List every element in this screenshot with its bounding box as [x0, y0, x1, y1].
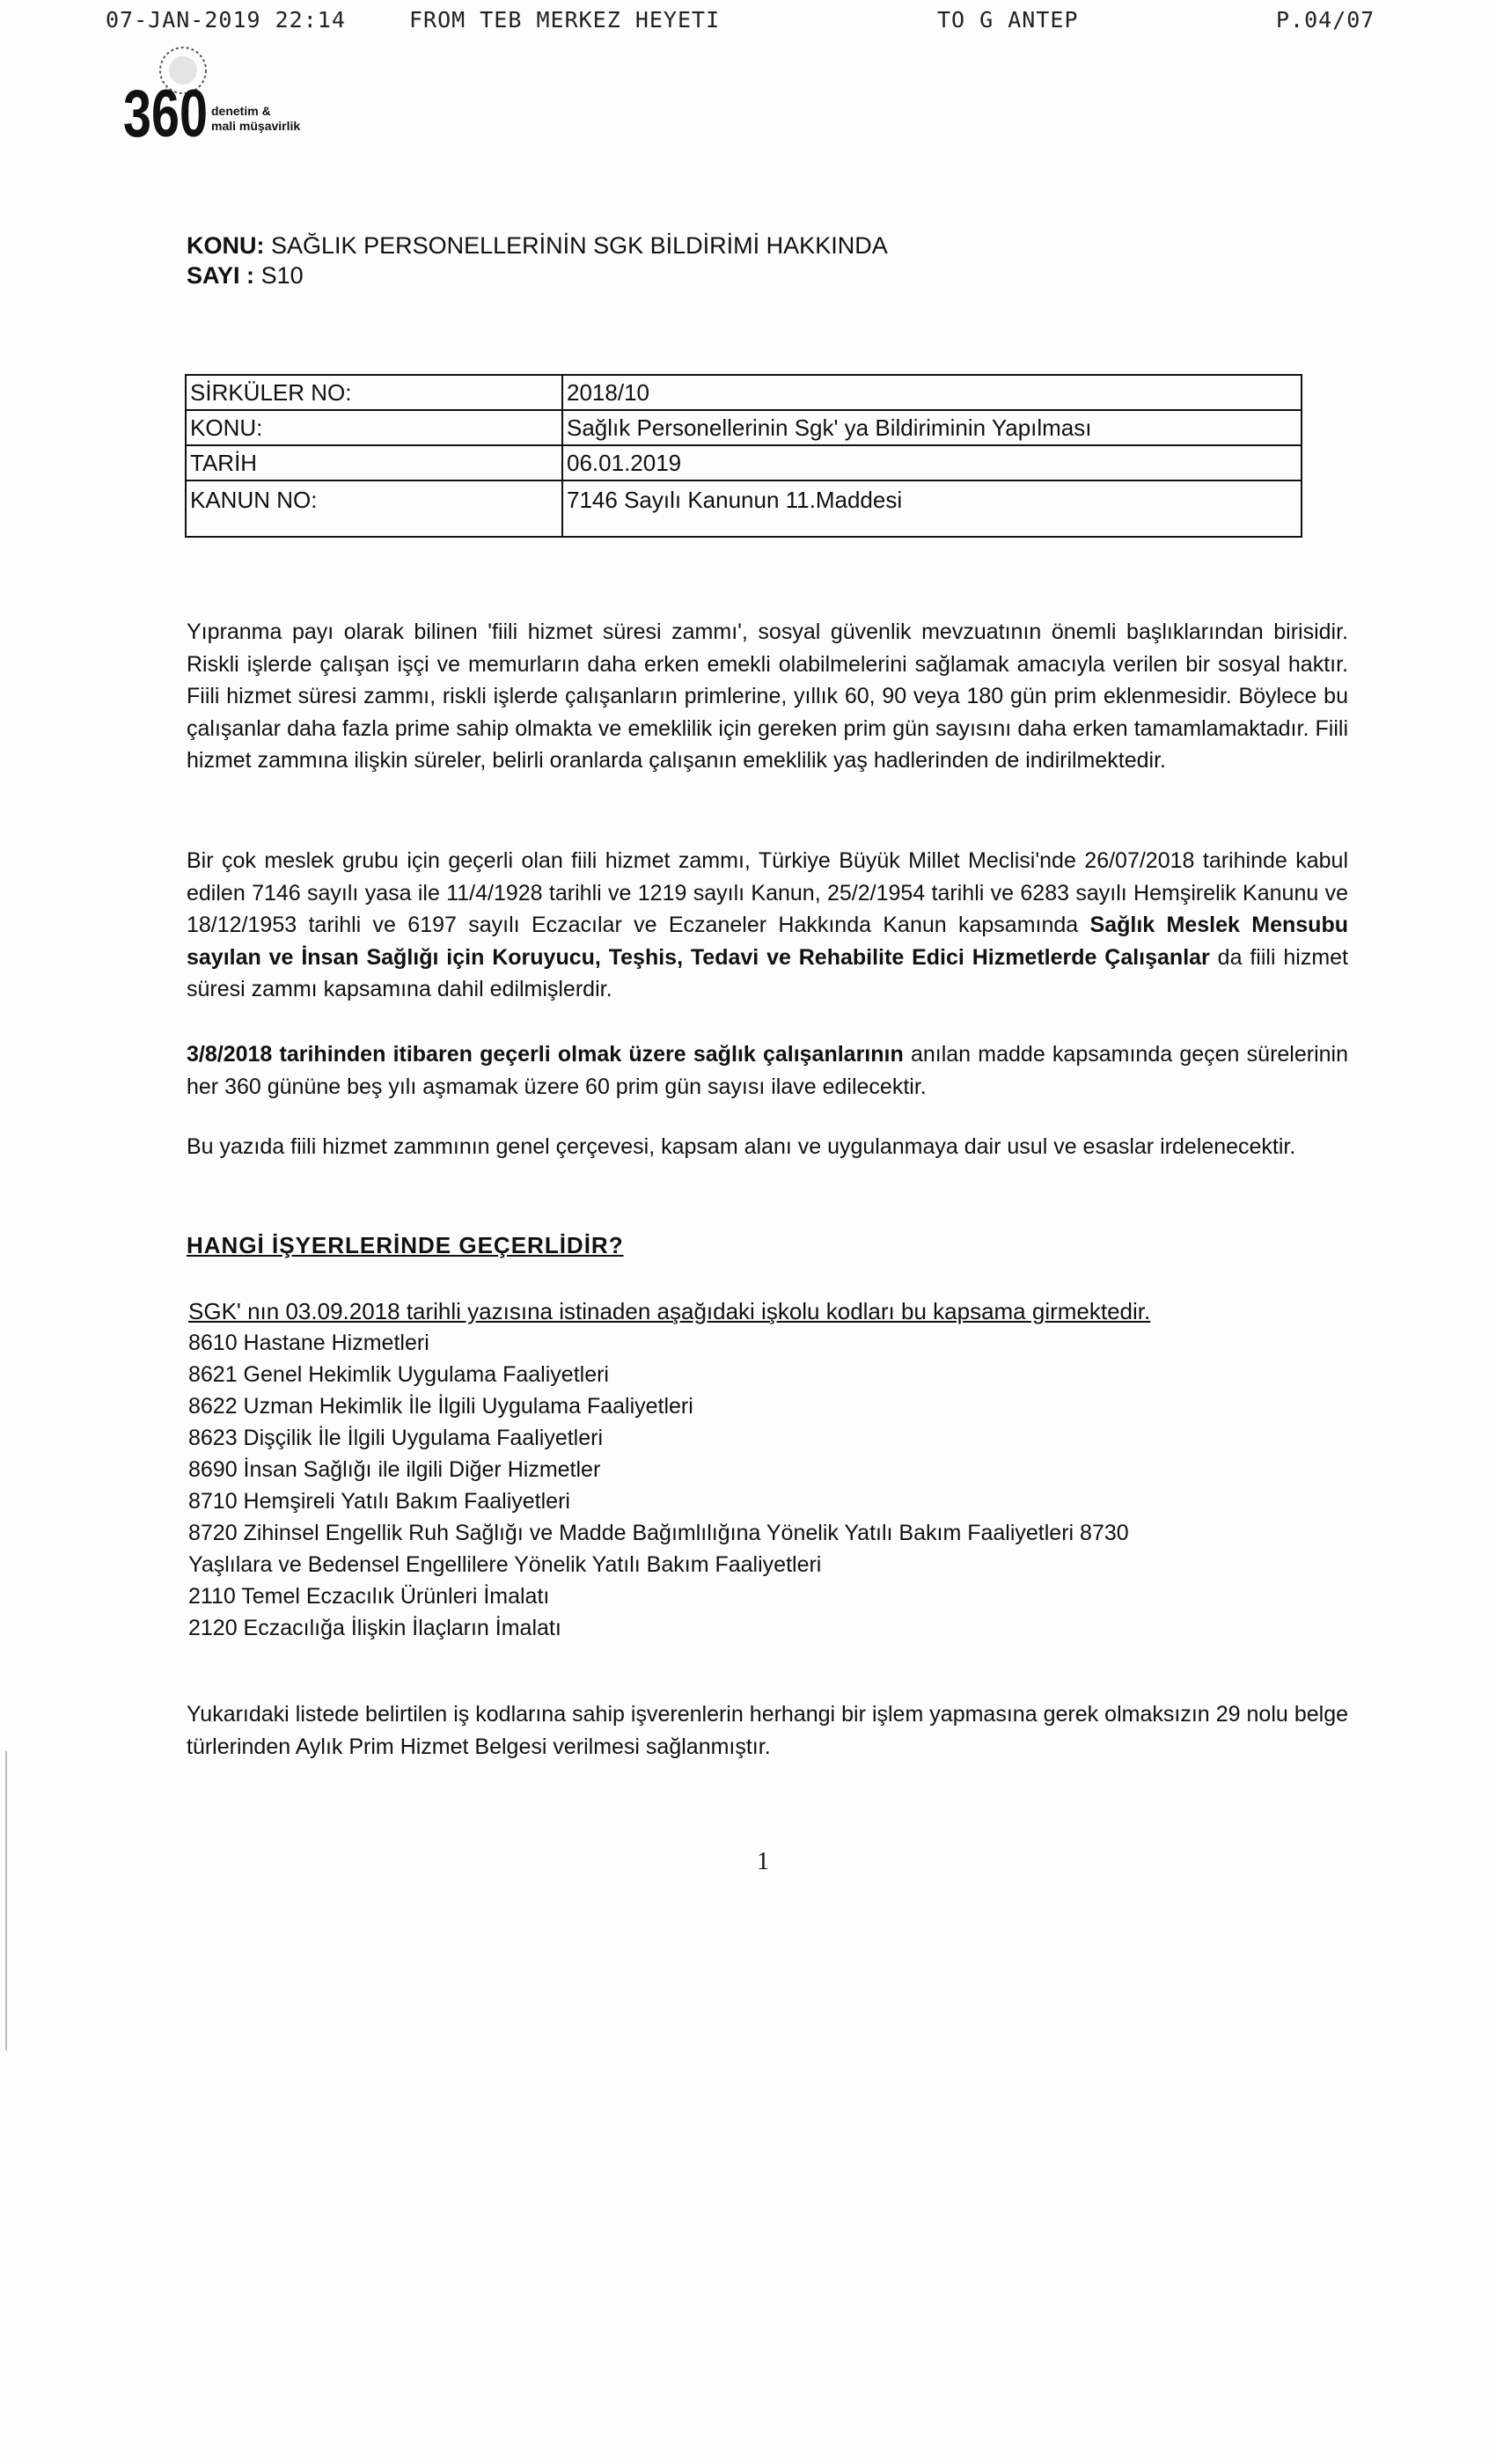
list-item: 8690 İnsan Sağlığı ile ilgili Diğer Hizmetler — [188, 1457, 601, 1482]
circular-info-table — [185, 374, 1302, 538]
fax-to: TO G ANTEP — [937, 7, 1079, 33]
table-row — [186, 410, 1302, 445]
list-item: 8710 Hemşireli Yatılı Bakım Faaliyetleri — [188, 1489, 570, 1514]
fax-page: P.04/07 — [1276, 7, 1375, 33]
logo-number: 360 — [123, 77, 208, 139]
page-number: 1 — [757, 1848, 769, 1875]
section-heading: HANGİ İŞYERLERİNDE GEÇERLİDİR? — [187, 1232, 624, 1258]
table-value: Sağlık Personellerinin Sgk' ya Bildiriminin Yapılması — [562, 410, 1302, 445]
logo-line1: denetim & — [211, 104, 271, 118]
list-item: 8621 Genel Hekimlik Uygulama Faaliyetleri — [188, 1362, 609, 1387]
company-logo — [123, 35, 352, 141]
workplace-code-list — [188, 1327, 1359, 1644]
sayi-value: S10 — [260, 262, 304, 289]
paragraph-scope: Bu yazıda fiili hizmet zammının genel çerçevesi, kapsam alanı ve uygulanmaya dair usul ve esaslar irdelenecektir. — [187, 1134, 1296, 1159]
paragraph-effective-date — [187, 1038, 1348, 1103]
list-item: 8720 Zihinsel Engellik Ruh Sağlığı ve Madde Bağımlılığına Yönelik Yatılı Bakım Faaliyetleri 8730 — [188, 1521, 1129, 1545]
paragraph-law-start: Bir çok meslek grubu için geçerli olan fiili hizmet zammı, Türkiye Büyük Millet Meclisi'nde 26/07/2018 tarihinde kabul edilen 7146 sayılı yasa ile 11/4/1928 tarihli ve 1219 sayılı Kanun, 25/2/1954 tarihli ve 6283 sayılı Hemşirelik Kanunu ve 18/12/1953 tarihli ve 6197 sayılı Eczacılar ve Eczaneler Hakkında Kanun kapsamında — [187, 848, 1348, 937]
paragraph-effective-bold: 3/8/2018 tarihinden itibaren geçerli olmak üzere sağlık çalışanlarının — [187, 1042, 904, 1067]
paragraph-law-bold: Sağlık Meslek Mensubu sayılan ve İnsan Sağlığı için Koruyucu, Teşhis, Tedavi ve Rehabilite Edici Hizmetlerde Çalışanlar — [187, 913, 1348, 970]
document-subject — [187, 231, 888, 290]
list-item: 2110 Temel Eczacılık Ürünleri İmalatı — [188, 1584, 550, 1609]
table-key: TARİH — [186, 445, 562, 480]
list-item: 8622 Uzman Hekimlik İle İlgili Uygulama Faaliyetleri — [188, 1394, 693, 1419]
logo-360-mark — [123, 35, 211, 139]
table-row — [186, 375, 1302, 410]
fax-from: FROM TEB MERKEZ HEYETI — [409, 7, 721, 33]
konu-label: KONU: — [187, 232, 265, 259]
table-value: 2018/10 — [562, 375, 1302, 410]
table-key: SİRKÜLER NO: — [186, 375, 562, 410]
sayi-label: SAYI : — [187, 262, 255, 289]
table-key: KANUN NO: — [186, 480, 562, 537]
logo-line2: mali müşavirlik — [211, 119, 301, 133]
paragraph-effective-end: anılan madde kapsamında geçen sürelerinin her 360 gününe beş yılı aşmamak üzere 60 prim gün sayısı ilave edilecektir. — [187, 1042, 1348, 1099]
table-row — [186, 480, 1302, 537]
fax-date-time: 07-JAN-2019 22:14 — [106, 7, 346, 33]
table-row — [186, 445, 1302, 480]
paragraph-intro: Yıpranma payı olarak bilinen 'fiili hizmet süresi zammı', sosyal güvenlik mevzuatının önemli başlıklarından birisidir. Riskli işlerde çalışan işçi ve memurların daha erken emekli olabilmelerini sağlamak amacıyla verilen bir sosyal haktır. Fiili hizmet süresi zammı, riskli işlerde çalışanların primlerine, yıllık 60, 90 veya 180 gün prim eklenmesidir. Böylece bu çalışanlar daha fazla prime sahip olmakta ve emeklilik için gereken prim gün sayısını daha erken tamamlamaktadır. Fiili hizmet zammına ilişkin süreler, belirli oranlarda çalışanın emeklilik yaş hadlerinden de indirilmektedir. — [187, 620, 1348, 773]
list-item: 8610 Hastane Hizmetleri — [188, 1331, 429, 1355]
paragraph-conclusion: Yukarıdaki listede belirtilen iş kodlarına sahip işverenlerin herhangi bir işlem yapmasına gerek olmaksızın 29 nolu belge türlerinden Aylık Prim Hizmet Belgesi verilmesi sağlanmıştır. — [187, 1702, 1348, 1759]
list-item: Yaşlılara ve Bedensel Engellilere Yönelik Yatılı Bakım Faaliyetleri — [188, 1552, 822, 1577]
paragraph-law — [187, 845, 1348, 1006]
table-value: 7146 Sayılı Kanunun 11.Maddesi — [562, 480, 1302, 537]
konu-value: SAĞLIK PERSONELLERİNİN SGK BİLDİRİMİ HAKKINDA — [271, 232, 888, 259]
scan-edge-mark — [5, 1751, 7, 2050]
paragraph-law-end: da fiili hizmet süresi zammı kapsamına dahil edilmişlerdir. — [187, 944, 1348, 1001]
table-value: 06.01.2019 — [562, 445, 1302, 480]
logo-caption — [211, 104, 300, 134]
table-key: KONU: — [186, 410, 562, 445]
list-item: 2120 Eczacılığa İlişkin İlaçların İmalatı — [188, 1616, 561, 1640]
codes-intro: SGK' nın 03.09.2018 tarihli yazısına istinaden aşağıdaki işkolu kodları bu kapsama girmektedir. — [188, 1298, 1151, 1324]
list-item: 8623 Dişçilik İle İlgili Uygulama Faaliyetleri — [188, 1426, 604, 1450]
